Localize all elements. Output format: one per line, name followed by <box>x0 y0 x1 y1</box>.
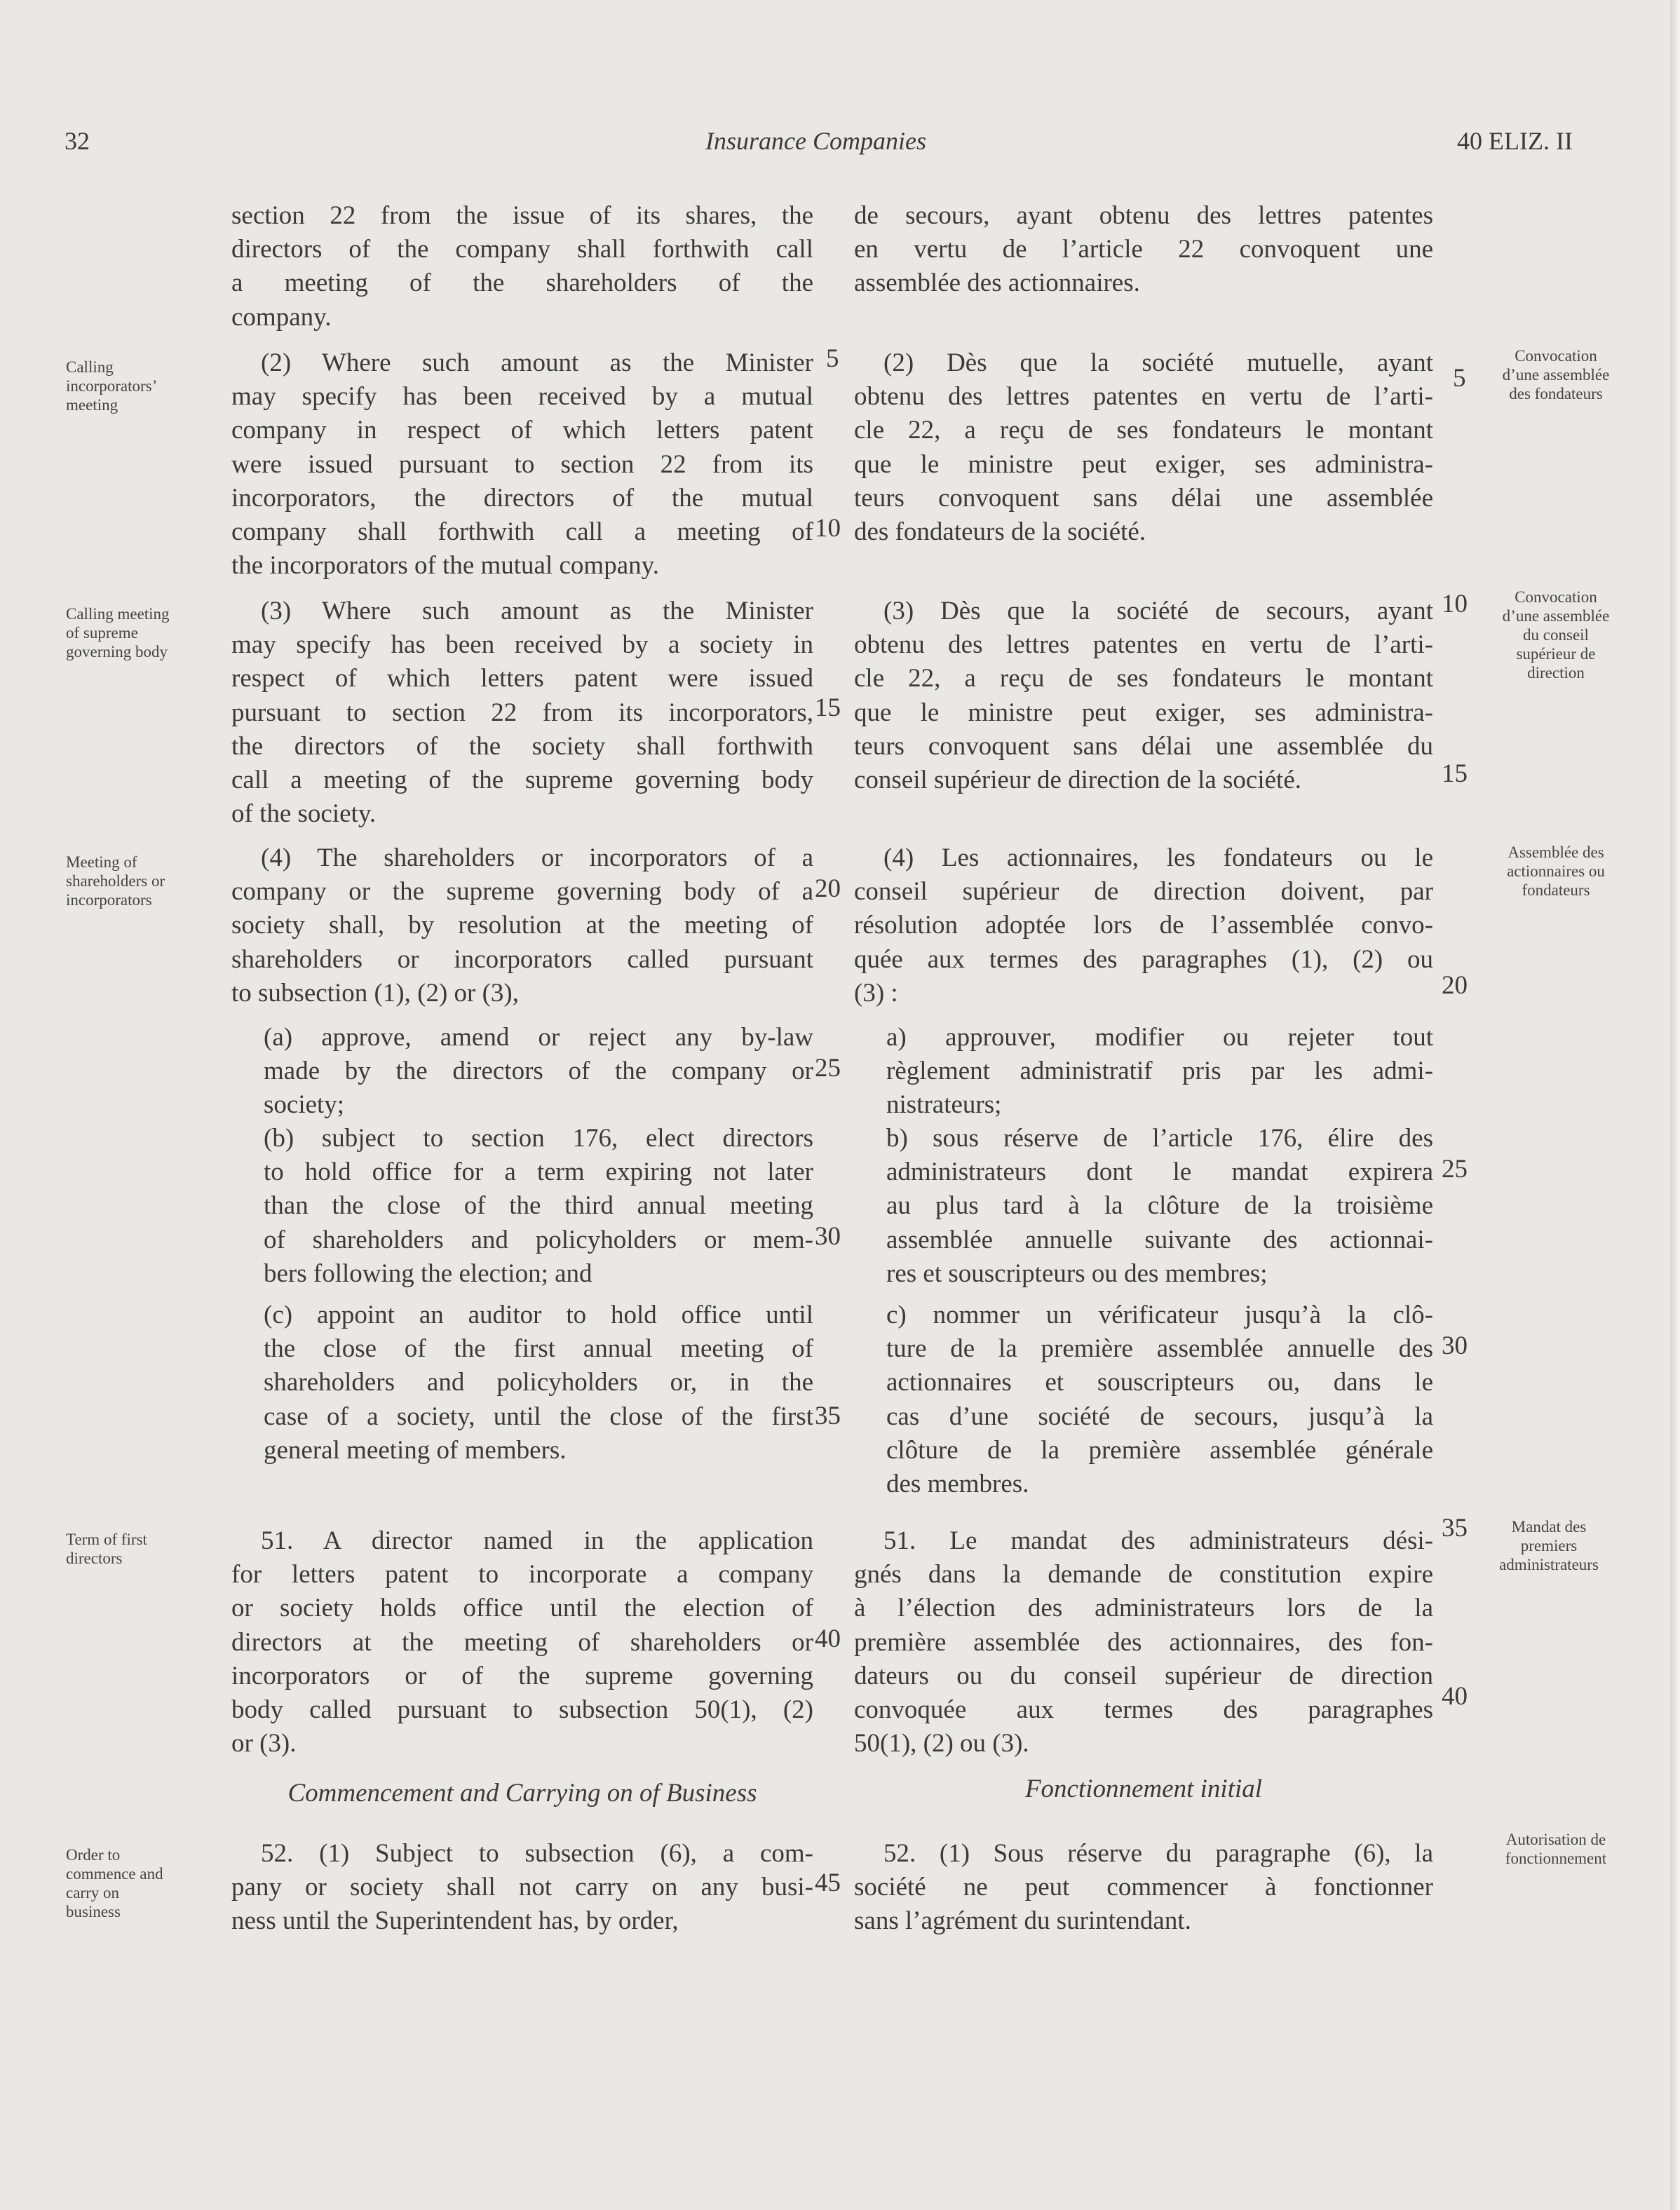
margin-note-left: Term of first directors <box>66 1531 147 1567</box>
line-number: 30 <box>1442 1331 1468 1360</box>
line-number: 35 <box>815 1402 841 1430</box>
line-number: 10 <box>1442 590 1468 618</box>
fr-paragraph-c: c) nommer un vérificateur jusqu’à la clô- ture de la première assemblée annuelle des actionnaires et souscripteurs ou, dans le cas d’une société de secours, jusqu’à la clôture de la première assemblée générale des membres. <box>886 1301 1433 1499</box>
line-number: 40 <box>815 1625 841 1653</box>
line-number: 20 <box>1442 971 1468 1000</box>
en-paragraph-a: (a) approve, amend or reject any by-law made by the directors of the company or society; <box>264 1023 813 1120</box>
line-number: 15 <box>1442 759 1468 788</box>
margin-note-right: Assemblée des actionnaires ou fondateurs <box>1507 843 1605 899</box>
fr-heading: Fonctionnement initial <box>1024 1775 1263 1803</box>
margin-note-left: Order to commence and carry on business <box>66 1846 163 1920</box>
line-number: 15 <box>815 693 841 722</box>
page-edge <box>1670 0 1680 2210</box>
margin-note-right: Mandat des premiers administrateurs <box>1499 1518 1599 1573</box>
margin-note-left: Meeting of shareholders or incorporators <box>66 853 165 909</box>
fr-paragraph-a: a) approuver, modifier ou rejeter tout règlement administratif pris par les admi- nistrateurs; <box>886 1023 1433 1120</box>
en-subsection-2: (2) Where such amount as the Minister may specify has been received by a mutual company in respect of which letters patent were issued pursuant to section 22 from its incorporators, the directors of the mutual company shall forthwith call a meeting of the incorporators of the mutual company. <box>231 348 813 581</box>
margin-note-right: Convocation d’une assemblée du conseil supérieur de direction <box>1502 588 1610 682</box>
fr-subsection-3: (3) Dès que la société de secours, ayant obtenu des lettres patentes en vertu de l’arti- cle 22, a reçu de ses fondateurs le montant que le ministre peut exiger, ses administra- teurs convoquent sans délai une assemblée du conseil supérieur de direction de la société. <box>854 597 1433 795</box>
fr-paragraph-b: b) sous réserve de l’article 176, élire des administrateurs dont le mandat expirera au plus tard à la clôture de la troisième assemblée annuelle suivante des actionnai- res et souscripteurs ou des membres; <box>886 1124 1433 1288</box>
line-number: 25 <box>815 1054 841 1083</box>
margin-note-left: Calling incorporators’ meeting <box>66 358 158 414</box>
en-section-52: 52. (1) Subject to subsection (6), a com- pany or society shall not carry on any busi- ness until the Superintendent has, by order, <box>231 1839 813 1936</box>
line-number: 25 <box>1442 1155 1468 1184</box>
running-title: Insurance Companies <box>705 127 926 155</box>
regnal-year: 40 ELIZ. II <box>1457 127 1573 155</box>
page-number: 32 <box>65 127 90 155</box>
line-number: 30 <box>815 1222 841 1251</box>
fr-section-52: 52. (1) Sous réserve du paragraphe (6), la société ne peut commencer à fonctionner sans l’agrément du surintendant. <box>854 1839 1433 1936</box>
en-subsection-3: (3) Where such amount as the Minister may specify has been received by a society in respect of which letters patent were issued pursuant to section 22 from its incorporators, the directors of the society shall forthwith call a meeting of the supreme governing body of the society. <box>231 597 813 829</box>
line-number: 45 <box>815 1869 841 1897</box>
fr-para-1: de secours, ayant obtenu des lettres patentes en vertu de l’article 22 convoquent une assemblée des actionnaires. <box>854 201 1433 298</box>
margin-note-right: Convocation d’une assemblée des fondateurs <box>1502 347 1610 402</box>
line-number: 40 <box>1442 1682 1468 1711</box>
line-number: 5 <box>826 344 839 373</box>
line-number: 20 <box>815 874 841 903</box>
margin-note-left: Calling meeting of supreme governing body <box>66 605 170 660</box>
en-heading: Commencement and Carrying on of Business <box>287 1779 757 1808</box>
fr-subsection-4: (4) Les actionnaires, les fondateurs ou le conseil supérieur de direction doivent, par résolution adoptée lors de l’assemblée convo- quée aux termes des paragraphes (1), (2) ou (3) : <box>854 843 1433 1008</box>
en-paragraph-c: (c) appoint an auditor to hold office until the close of the first annual meeting of shareholders and policyholders or, in the case of a society, until the close of the first general meeting of members. <box>264 1301 813 1465</box>
line-number: 5 <box>1453 364 1466 393</box>
en-paragraph-b: (b) subject to section 176, elect directors to hold office for a term expiring not later than the close of the third annual meeting of shareholders and policyholders or mem- bers following the election; and <box>264 1124 813 1288</box>
fr-section-51: 51. Le mandat des administrateurs dési- gnés dans la demande de constitution expire à l’élection des administrateurs lors de la première assemblée des actionnaires, des fon- dateurs ou du conseil supérieur de direction convoquée aux termes des paragraphes 50(1), (2) ou (3). <box>854 1526 1433 1758</box>
line-number: 35 <box>1442 1514 1468 1543</box>
en-section-51: 51. A director named in the application for letters patent to incorporate a company or society holds office until the election of directors at the meeting of shareholders or incorporators or of the supreme governing body called pursuant to subsection 50(1), (2) or (3). <box>231 1526 813 1758</box>
margin-note-right: Autorisation de fonctionnement <box>1505 1831 1607 1867</box>
fr-subsection-2: (2) Dès que la société mutuelle, ayant obtenu des lettres patentes en vertu de l’arti- cle 22, a reçu de ses fondateurs le montant que le ministre peut exiger, ses administra- teurs convoquent sans délai une assemblée des fondateurs de la société. <box>854 348 1433 547</box>
line-number: 10 <box>815 514 841 543</box>
en-subsection-4: (4) The shareholders or incorporators of a company or the supreme governing body of a society shall, by resolution at the meeting of shareholders or incorporators called pursuant to subsection (1), (2) or (3), <box>231 843 813 1008</box>
en-para-1: section 22 from the issue of its shares, the directors of the company shall forthwith call a meeting of the shareholders of the company. <box>231 201 813 332</box>
